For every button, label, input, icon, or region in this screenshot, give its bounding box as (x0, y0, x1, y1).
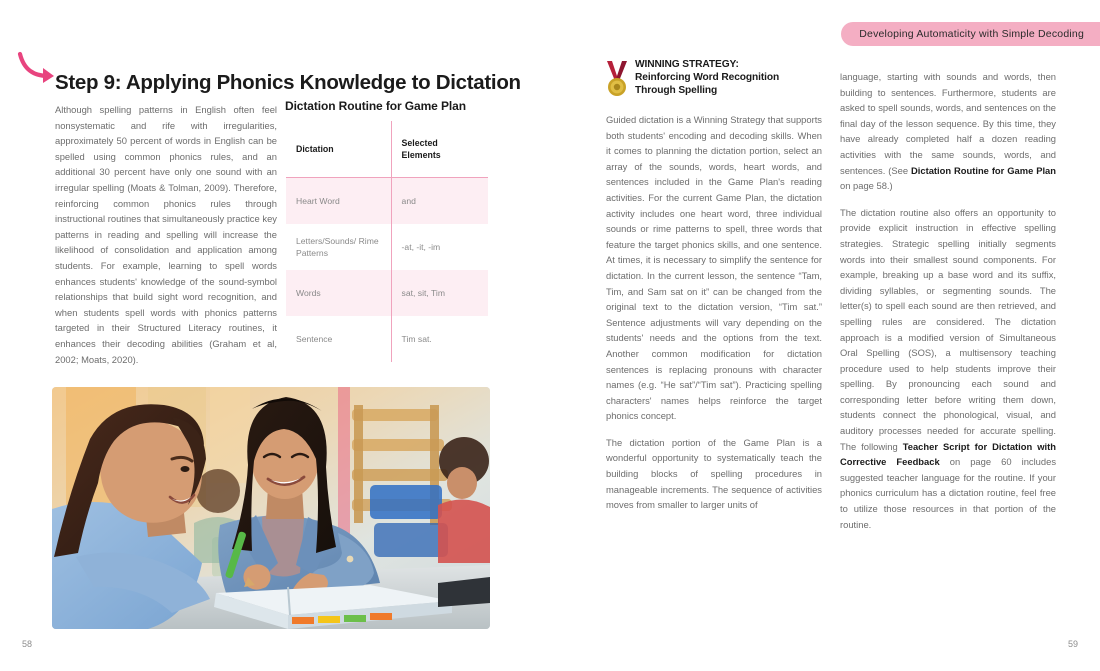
cross-reference-dictation-routine: Dictation Routine for Game Plan (910, 164, 1056, 176)
table-cell-value: and (391, 178, 488, 225)
table-header-dictation: Dictation (286, 121, 392, 178)
cross-reference-teacher-script: Teacher Script for Dictation with Corrective Feedback (840, 440, 1056, 468)
table-header-row (286, 121, 489, 178)
right-p2-before-bold: The dictation routine also offers an opportunity to provide explicit instruction in effective spelling strategies. Strategic spelling initially segments words into their smallest sound components. For example, breaking up a base word and its suffix, dividing syllables, or segmenting sounds. The letter(s) to spell each sound are then retrieved, and spelling rules are considered. The dictation approach is a modified version of Simultaneous Oral Spelling (SOS), a multisensory teaching procedure used to help students improve their spelling. By pronouncing each sound and corresponding letter before writing them down, students connect the phonological, visual, and auditory processes needed for accurate spelling. The following (840, 206, 1056, 452)
middle-paragraph-2: The dictation portion of the Game Plan is a wonderful opportunity to systematically teach the building blocks of spelling procedures in manageable increments. The sequence of activities moves from smaller to larger units of (606, 436, 822, 511)
table-header-selected-elements: Selected Elements (391, 121, 488, 178)
table-cell-value: sat, sit, Tim (391, 270, 488, 316)
running-head-banner: Developing Automaticity with Simple Decoding (841, 22, 1100, 46)
winning-strategy-subtitle-line2: Through Spelling (635, 85, 718, 97)
right-paragraph-2 (840, 205, 1056, 532)
middle-body-text (606, 112, 822, 513)
table-row (286, 316, 489, 363)
page-number-right: 59 (1067, 639, 1078, 649)
table-row (286, 224, 489, 270)
page-number-left: 58 (22, 639, 33, 649)
right-p1-after-bold: on page 58.) (840, 180, 893, 192)
table-cell-label: Heart Word (286, 178, 392, 225)
winning-strategy-label: WINNING STRATEGY: (635, 59, 739, 70)
dictation-routine-table (285, 120, 489, 363)
classroom-photo (52, 387, 490, 629)
medal-icon (604, 60, 630, 98)
right-body-text (840, 69, 1056, 532)
table-cell-value: Tim sat. (391, 316, 488, 363)
table-cell-value: -at, -it, -im (391, 224, 488, 270)
page-title: Step 9: Applying Phonics Knowledge to Dictation (55, 70, 521, 94)
table-cell-label: Sentence (286, 316, 392, 363)
winning-strategy-header (604, 58, 824, 98)
right-p1-before-bold: language, starting with sounds and words, then building to sentences. Furthermore, students are asked to spell sounds, words, and sentences on the final day of the lesson sequence. By this time, they have already completed half a dozen reading activities with the same sounds, words, and sentences. (See (840, 71, 1056, 176)
right-paragraph-1 (840, 69, 1056, 194)
left-paragraph-1: Although spelling patterns in English often feel nonsystematic and rife with irregularities, approximately 50 percent of words in English can be spelled using common phonics rules, and an additional 30 percent have only one sound with an irregular spelling (Moats & Tolman, 2009). Therefore, reinforcing common phonics rules through instructional routines that simultaneously practice key patterns in reading and spelling will increase the likelihood of consolidation and application among students. For example, learning to spell words enhances students' knowledge of the sound-symbol relationships that build sight word recognition, and when students spell words with phonics patterns targeted in their Structured Literacy routines, it enhances their decoding abilities (Graham et al, 2002; Moats, 2020). (55, 104, 277, 365)
winning-strategy-title (635, 58, 824, 98)
right-p2-after-bold: on page 60 includes suggested teacher language for the routine. If your phonics curriculum has a dictation routine, feel free to utilize those resources in that portion of the routine. (840, 456, 1057, 530)
table-cell-label: Letters/Sounds/ Rime Patterns (286, 224, 392, 270)
table-row (286, 270, 489, 316)
table-row (286, 178, 489, 225)
winning-strategy-subtitle-line1: Reinforcing Word Recognition (635, 72, 780, 84)
left-body-text (55, 102, 277, 367)
table-cell-label: Words (286, 270, 392, 316)
middle-paragraph-1: Guided dictation is a Winning Strategy that supports both students' encoding and decoding skills. When it comes to planning the dictation portion, select an array of the sounds, words, heart words, and sentences included in the Game Plan's reading activities. For the current Game Plan, the dictation activity includes one heart word, three individual sounds or rime patterns to spell, three words that feature the target phonics skills, and one sentence. At times, it is necessary to simplify the sentence for dictation. In the current lesson, the sentence “Tam, Tim, and Sam sat on it” can be changed from the original text to the dictation version, “Tim sat.” Sentence adjustments will vary depending on the students' needs and the options from the text. Another common modification for dictation sentences is replacing pronouns with character names (e.g. “He sat”/“Tim sat”). Practicing spelling characters' names helps reinforce the target phonics concept. (606, 114, 822, 422)
table-title: Dictation Routine for Game Plan (285, 99, 466, 113)
